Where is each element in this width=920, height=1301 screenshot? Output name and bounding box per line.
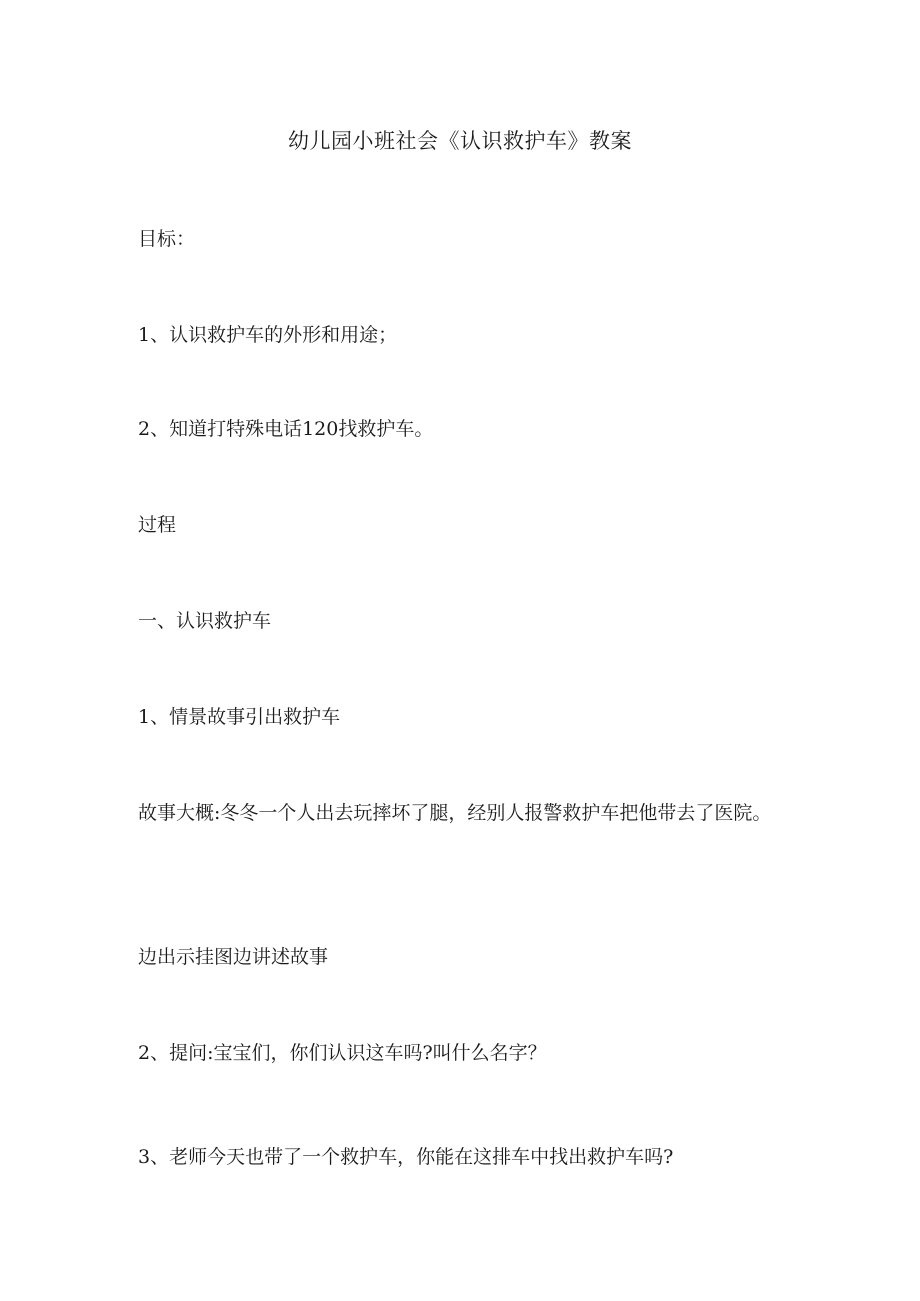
section-heading-goals: 目标： xyxy=(138,228,196,250)
process-item-1: 1、情景故事引出救护车 xyxy=(138,706,341,728)
goal-item-1: 1、认识救护车的外形和用途； xyxy=(138,324,398,346)
process-step-heading: 一、认识救护车 xyxy=(138,610,272,632)
document-title: 幼儿园小班社会《认识救护车》教案 xyxy=(288,129,632,153)
process-note: 边出示挂图边讲述故事 xyxy=(138,946,329,968)
process-item-3: 3、老师今天也带了一个救护车，你能在这排车中找出救护车吗? xyxy=(138,1146,674,1168)
process-item-2: 2、提问:宝宝们，你们认识这车吗?叫什么名字？ xyxy=(138,1042,547,1064)
story-summary: 故事大概:冬冬一个人出去玩摔坏了腿，经别人报警救护车把他带去了医院。 xyxy=(138,802,772,824)
section-heading-process: 过程 xyxy=(138,514,177,536)
goal-item-2: 2、知道打特殊电话120找救护车。 xyxy=(138,418,434,440)
